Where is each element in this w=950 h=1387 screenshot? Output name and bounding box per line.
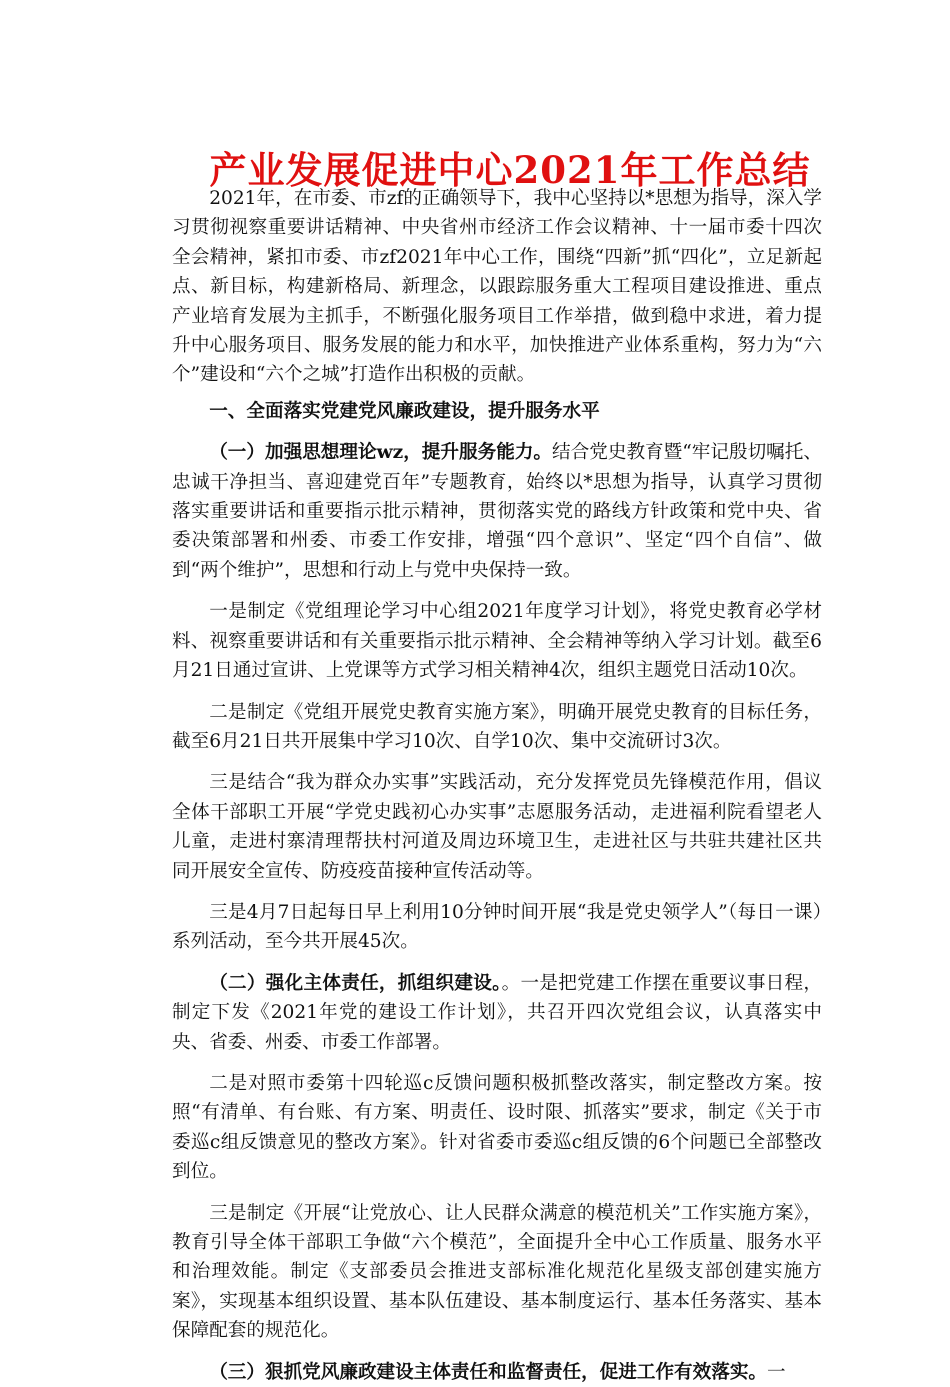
subsection-1-lead: （一）加强思想理论wz，提升服务能力。 xyxy=(209,442,553,464)
document-body xyxy=(172,184,822,1387)
subsection-3-paragraph xyxy=(172,1358,822,1387)
subsection-3-text: 一 xyxy=(767,1361,786,1383)
intro-paragraph: 2021年，在市委、市zf的正确领导下，我中心坚持以*思想为指导，深入学习贯彻视察重要讲话精神、中央省州市经济工作会议精神、十一届市委十四次全会精神，紧扣市委、市zf2021年中心工作，围绕“四新”抓“四化”，立足新起点、新目标，构建新格局、新理念，以跟踪服务重大工程项目建设推进、重点产业培育发展为主抓手，不断强化服务项目工作举措，做到稳中求进，着力提升中心服务项目、服务发展的能力和水平，加快推进产业体系重构，努力为“六个”建设和“六个之城”打造作出积极的贡献。 xyxy=(172,188,822,386)
paragraph-2: 一是制定《党组理论学习中心组2021年度学习计划》，将党史教育必学材料、视察重要讲话和有关重要指示批示精神、全会精神等纳入学习计划。截至6月21日通过宣讲、上党课等方式学习相关精神4次，组织主题党日活动10次。 xyxy=(172,601,822,682)
subsection-2-text: 。一是把党建工作摆在重要议事日程，制定下发《2021年党的建设工作计划》，共召开四次党组会议，认真落实中央、省委、州委、市委工作部署。 xyxy=(172,972,822,1053)
subsection-1-paragraph xyxy=(172,438,822,585)
paragraph-4: 三是结合“我为群众办实事”实践活动，充分发挥党员先锋模范作用，倡议全体干部职工开展“学党史践初心办实事”志愿服务活动，走进福利院看望老人儿童，走进村寨清理帮扶村河道及周边环境卫生，走进社区与共驻共建社区共同开展安全宣传、防疫疫苗接种宣传活动等。 xyxy=(172,772,822,882)
section-heading: 一、全面落实党建党风廉政建设，提升服务水平 xyxy=(209,400,600,422)
subsection-1-text: 结合党史教育暨“牢记殷切嘱托、忠诚干净担当、喜迎建党百年”专题教育，始终以*思想为指导，认真学习贯彻落实重要讲话和重要指示批示精神，贯彻落实党的路线方针政策和党中央、省委决策部署和州委、市委工作安排，增强“四个意识”、坚定“四个自信”、做到“两个维护”，思想和行动上与党中央保持一致。 xyxy=(172,442,822,581)
paragraph-8: 三是制定《开展“让党放心、让人民群众满意的模范机关”工作实施方案》，教育引导全体干部职工争做“六个模范”，全面提升全中心工作质量、服务水平和治理效能。制定《支部委员会推进支部标准化规范化星级支部创建实施方案》，实现基本组织设置、基本队伍建设、基本制度运行、基本任务落实、基本保障配套的规范化。 xyxy=(172,1202,822,1342)
subsection-2-lead: （二）强化主体责任，抓组织建设。 xyxy=(209,972,502,994)
subsection-2-paragraph xyxy=(172,969,822,1057)
document-title: 产业发展促进中心2021年工作总结 xyxy=(209,148,811,192)
paragraph-7: 二是对照市委第十四轮巡c反馈问题积极抓整改落实，制定整改方案。按照“有清单、有台账、有方案、明责任、设时限、抓落实”要求，制定《关于市委巡c组反馈意见的整改方案》。针对省委市委巡c组反馈的6个问题已全部整改到位。 xyxy=(172,1072,822,1183)
paragraph-5: 三是4月7日起每日早上利用10分钟时间开展“我是党史领学人”（每日一课）系列活动，至今共开展45次。 xyxy=(172,901,822,953)
paragraph-3: 二是制定《党组开展党史教育实施方案》，明确开展党史教育的目标任务，截至6月21日共开展集中学习10次、自学10次、集中交流研讨3次。 xyxy=(172,701,822,752)
subsection-3-lead: （三）狠抓党风廉政建设主体责任和监督责任，促进工作有效落实。 xyxy=(209,1361,768,1383)
